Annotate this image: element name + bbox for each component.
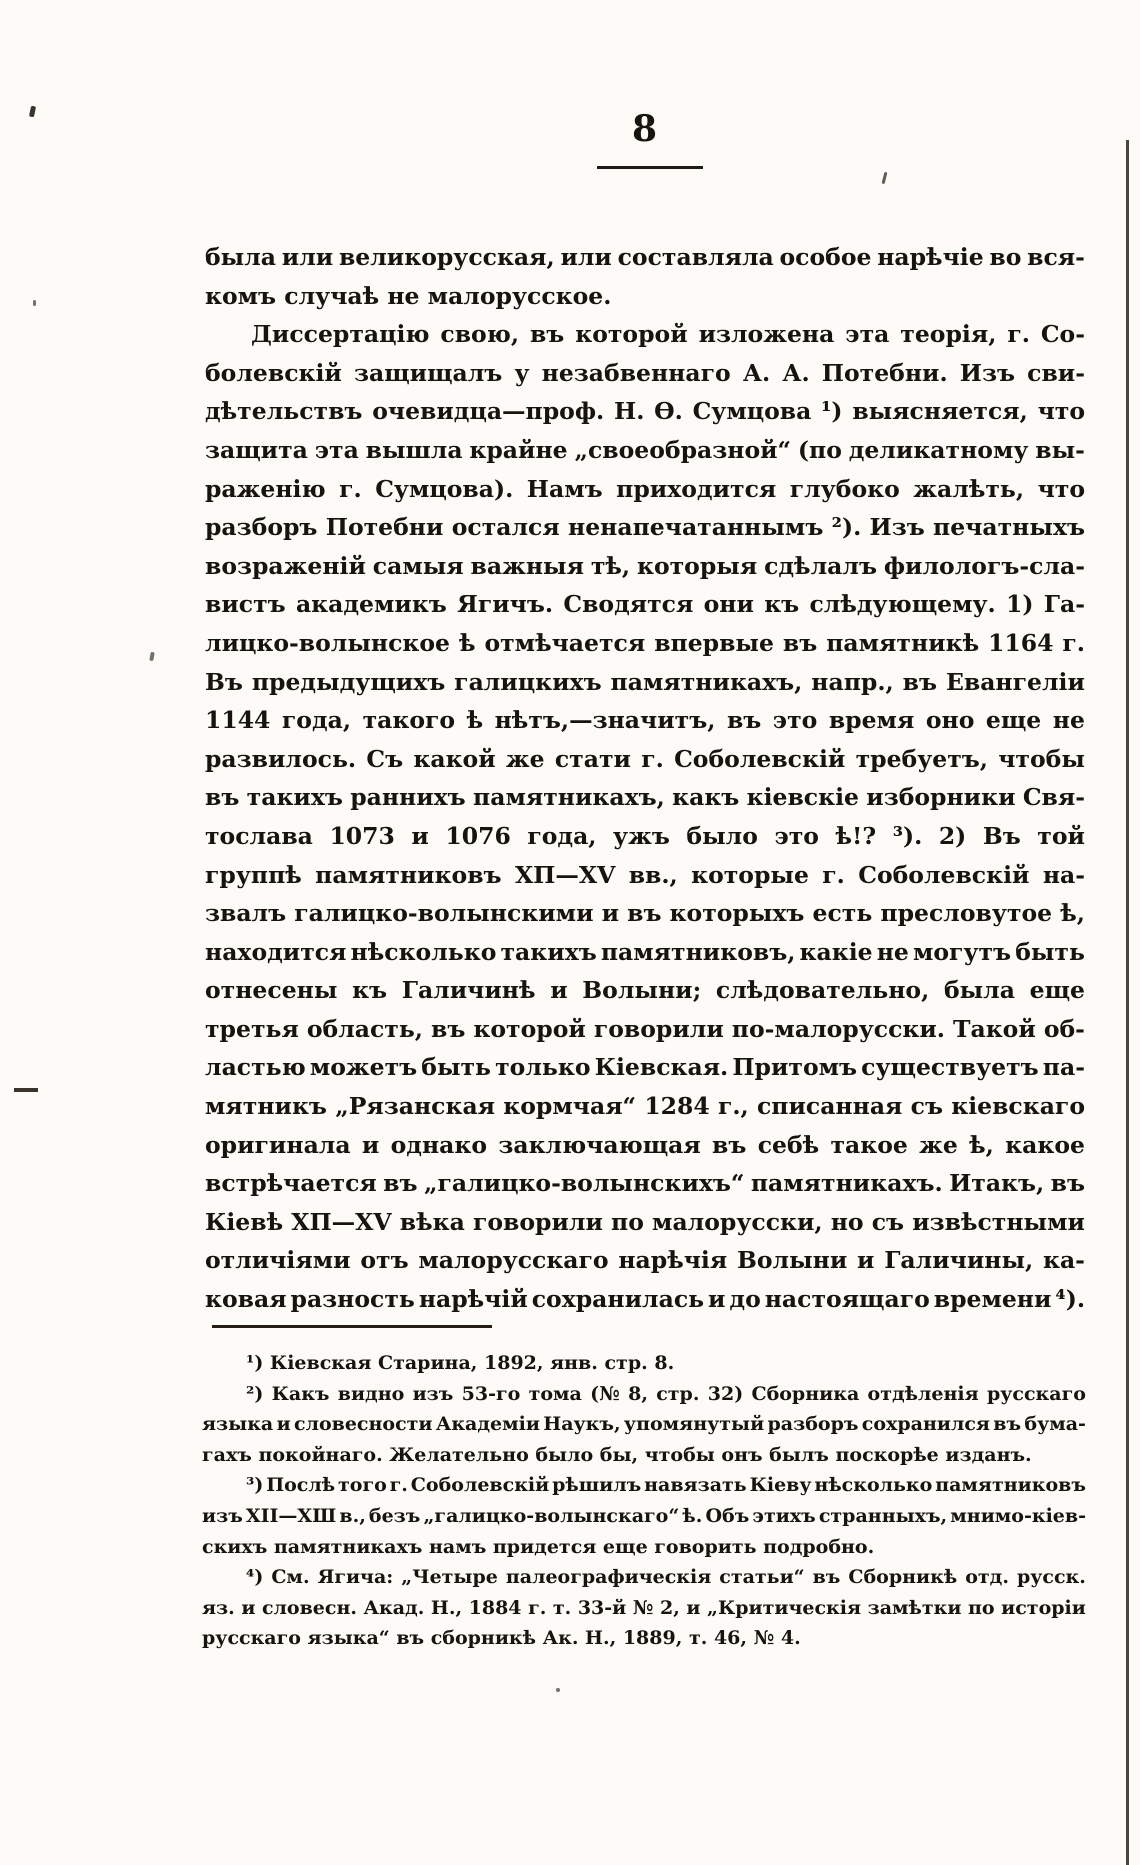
body-text-line: Кіевѣ ХП—XV вѣка говорили по малорусски, но съ извѣстными bbox=[205, 1207, 1085, 1236]
scan-artifact-tick bbox=[882, 172, 888, 184]
body-text-line: оригинала и однако заключающая въ себѣ такое же ѣ, какое bbox=[205, 1130, 1085, 1159]
scan-edge-line bbox=[1126, 140, 1129, 1865]
body-text-line: лицко-волынское ѣ отмѣчается впервые въ памятникѣ 1164 г. bbox=[205, 628, 1085, 657]
body-text-line: ластью можетъ быть только Кіевская. Притомъ существуетъ па- bbox=[205, 1053, 1085, 1082]
body-text-line: въ такихъ раннихъ памятникахъ, какъ кіевскіе изборники Свя- bbox=[205, 783, 1085, 812]
page-number: 8 bbox=[631, 108, 659, 150]
footnote-text-line: ¹) Кіевская Старина, 1892, янв. стр. 8. bbox=[246, 1352, 675, 1374]
body-text-line: находится нѣсколько такихъ памятниковъ, какіе не могутъ быть bbox=[205, 937, 1085, 966]
body-text-line: раженію г. Сумцова). Намъ приходится глубоко жалѣть, что bbox=[205, 474, 1085, 503]
body-text-line: комъ случаѣ не малорусское. bbox=[205, 281, 612, 310]
scan-artifact-speck bbox=[556, 1688, 560, 1692]
footnotes bbox=[202, 1348, 1086, 1654]
footnote-separator bbox=[212, 1325, 492, 1328]
body-text bbox=[205, 238, 1085, 1319]
body-text-line: тослава 1073 и 1076 года, ужъ было это ѣ!? ³). 2) Въ той bbox=[205, 821, 1085, 850]
scan-artifact-mark bbox=[29, 106, 36, 118]
footnote-text-line: ³) Послѣ того г. Соболевскій рѣшилъ навязать Кіеву нѣсколько памятниковъ bbox=[246, 1474, 1086, 1497]
body-text-line: отличіями отъ малорусскаго нарѣчія Волыни и Галичины, ка- bbox=[205, 1246, 1085, 1275]
body-text-line: 1144 года, такого ѣ нѣтъ,—значитъ, въ это время оно еще не bbox=[205, 706, 1085, 735]
body-text-line: Въ предыдущихъ галицкихъ памятникахъ, напр., въ Евангеліи bbox=[205, 667, 1085, 696]
footnote-text-line: гахъ покойнаго. Желательно было бы, чтобы онъ былъ поскорѣе изданъ. bbox=[202, 1443, 1032, 1466]
body-text-line: вистъ академикъ Ягичъ. Сводятся они къ слѣдующему. 1) Га- bbox=[205, 590, 1085, 619]
body-text-line: отнесены къ Галичинѣ и Волыни; слѣдовательно, была еще bbox=[205, 976, 1085, 1005]
body-text-line: была или великорусская, или составляла особое нарѣчіе во вся- bbox=[205, 243, 1085, 271]
body-text-line: звалъ галицко-волынскими и въ которыхъ есть пресловутое ѣ, bbox=[205, 899, 1085, 928]
footnote-text-line: яз. и словесн. Акад. Н., 1884 г. т. 33-й № 2, и „Критическія замѣтки по исторіи bbox=[202, 1596, 1086, 1619]
scan-artifact-dash bbox=[14, 1088, 38, 1092]
body-text-line: болевскій защищалъ у незабвеннаго А. А. Потебни. Изъ сви- bbox=[205, 358, 1085, 387]
footnote-text-line: ⁴) См. Ягича: „Четыре палеографическія статьи“ въ Сборникѣ отд. русск. bbox=[246, 1566, 1086, 1589]
body-text-line: ковая разность нарѣчій сохранилась и до настоящаго времени ⁴). bbox=[205, 1285, 1085, 1314]
scan-artifact-mark bbox=[149, 652, 155, 662]
body-text-line: разборъ Потебни остался ненапечатаннымъ ²). Изъ печатныхъ bbox=[205, 513, 1085, 542]
footnote-text-line: ²) Какъ видно изъ 53-го тома (№ 8, стр. 32) Сборника отдѣленія русскаго bbox=[246, 1382, 1086, 1405]
footnote-text-line: русскаго языка“ въ сборникѣ Ак. Н., 1889, т. 46, № 4. bbox=[202, 1627, 801, 1650]
body-text-line: встрѣчается въ „галицко-волынскихъ“ памятникахъ. Итакъ, въ bbox=[205, 1169, 1085, 1198]
body-text-line: третья область, въ которой говорили по-малорусски. Такой об- bbox=[205, 1014, 1085, 1043]
body-text-line: Диссертацію свою, въ которой изложена эта теорія, г. Со- bbox=[251, 320, 1085, 349]
body-text-line: группѣ памятниковъ ХП—XV вв., которые г. Соболевскій на- bbox=[205, 860, 1085, 889]
footnote-text-line: скихъ памятникахъ намъ придется еще говорить подробно. bbox=[202, 1535, 875, 1558]
scan-artifact-speck bbox=[33, 300, 36, 306]
footnote-text-line: языка и словесности Академіи Наукъ, упомянутый разборъ сохранился въ бума- bbox=[202, 1413, 1086, 1436]
body-text-line: дѣтельствъ очевидца—проф. Н. Ѳ. Сумцова ¹) выясняется, что bbox=[205, 397, 1085, 426]
footnote-text-line: изъ ХІІ—ХШ в., безъ „галицко-волынскаго“ ѣ. Объ этихъ странныхъ, мнимо-кіев- bbox=[202, 1504, 1086, 1527]
body-text-line: возраженій самыя важныя тѣ, которыя сдѣлалъ филологъ-сла- bbox=[205, 551, 1085, 580]
page-number-rule bbox=[597, 166, 703, 169]
body-text-line: развилось. Съ какой же стати г. Соболевскій требуетъ, чтобы bbox=[205, 744, 1085, 773]
body-text-line: мятникъ „Рязанская кормчая“ 1284 г., списанная съ кіевскаго bbox=[205, 1092, 1085, 1121]
body-text-line: защита эта вышла крайне „своеобразной“ (по деликатному вы- bbox=[205, 435, 1085, 464]
